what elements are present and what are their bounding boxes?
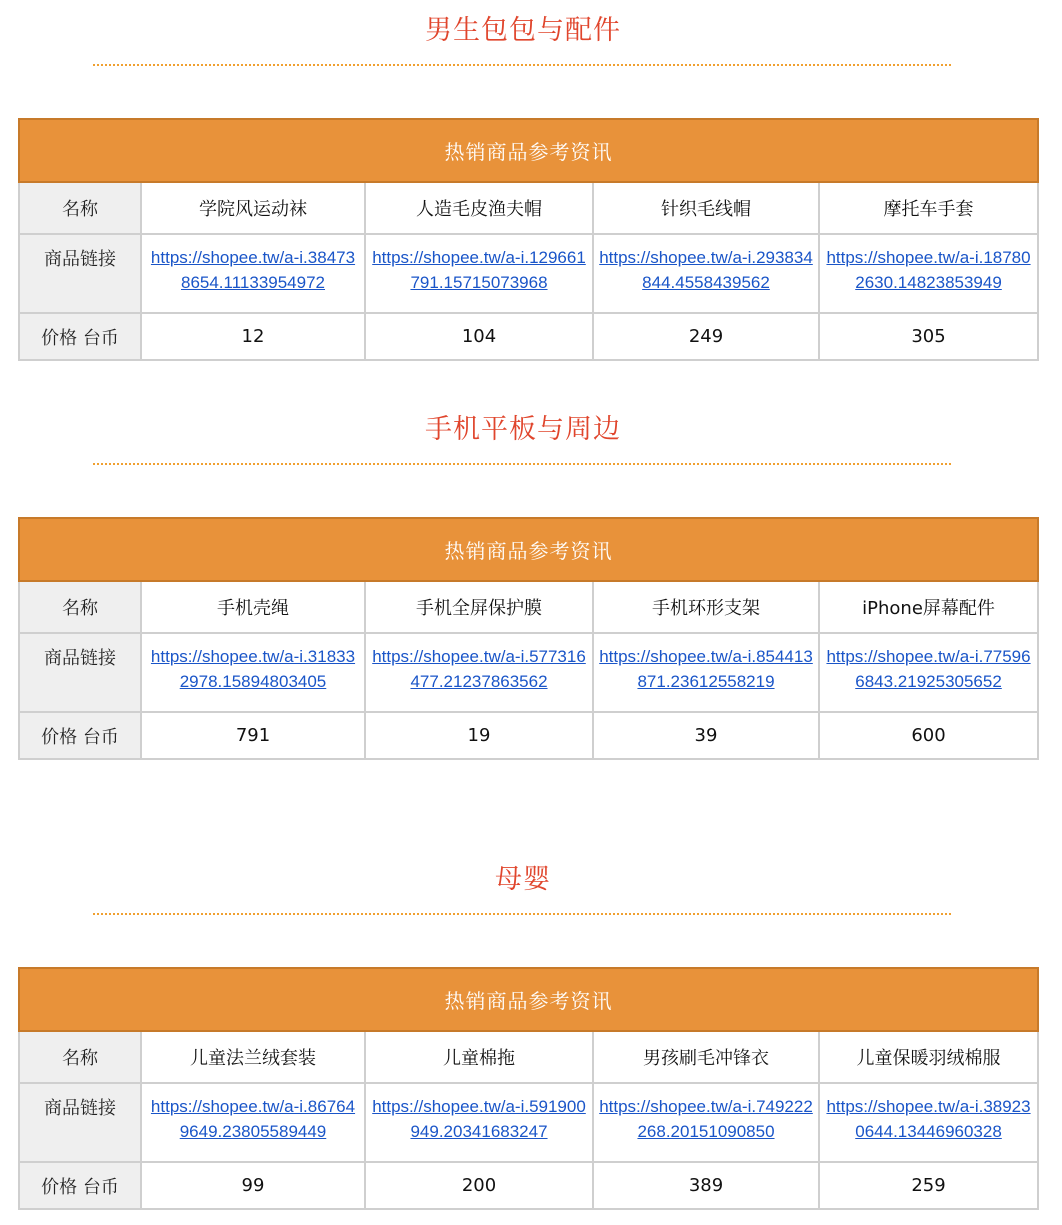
table-header: 热销商品参考资讯 bbox=[19, 968, 1038, 1031]
product-link-cell bbox=[141, 1083, 365, 1162]
row-label-link: 商品链接 bbox=[19, 633, 141, 712]
row-label-price: 价格 台币 bbox=[19, 1162, 141, 1209]
row-label-price: 价格 台币 bbox=[19, 313, 141, 360]
product-link[interactable]: https://shopee.tw/a-i.187802630.14823853949 bbox=[826, 248, 1031, 292]
product-link-cell bbox=[365, 633, 593, 712]
product-price: 12 bbox=[141, 313, 365, 360]
product-price: 200 bbox=[365, 1162, 593, 1209]
product-name: 儿童保暖羽绒棉服 bbox=[819, 1031, 1038, 1083]
product-price: 600 bbox=[819, 712, 1038, 759]
table-row-name bbox=[19, 182, 1038, 234]
table-header-row bbox=[19, 968, 1038, 1031]
product-price: 39 bbox=[593, 712, 819, 759]
product-link[interactable]: https://shopee.tw/a-i.129661791.15715073968 bbox=[372, 248, 586, 292]
table-row-link bbox=[19, 234, 1038, 313]
product-name: 摩托车手套 bbox=[819, 182, 1038, 234]
product-link-cell bbox=[365, 1083, 593, 1162]
hot-products-table bbox=[18, 517, 1039, 760]
table-row-name bbox=[19, 581, 1038, 633]
product-link[interactable]: https://shopee.tw/a-i.577316477.21237863562 bbox=[372, 647, 586, 691]
product-name: 手机壳绳 bbox=[141, 581, 365, 633]
product-price: 305 bbox=[819, 313, 1038, 360]
product-name: 学院风运动袜 bbox=[141, 182, 365, 234]
table-row-price bbox=[19, 712, 1038, 759]
product-link-cell bbox=[365, 234, 593, 313]
product-link-cell bbox=[593, 1083, 819, 1162]
product-link[interactable]: https://shopee.tw/a-i.854413871.23612558219 bbox=[599, 647, 813, 691]
product-price: 249 bbox=[593, 313, 819, 360]
table-row-name bbox=[19, 1031, 1038, 1083]
product-link[interactable]: https://shopee.tw/a-i.867649649.23805589449 bbox=[150, 1097, 356, 1141]
product-price: 791 bbox=[141, 712, 365, 759]
product-link[interactable]: https://shopee.tw/a-i.591900949.20341683247 bbox=[372, 1097, 586, 1141]
product-price: 99 bbox=[141, 1162, 365, 1209]
table-header-row bbox=[19, 518, 1038, 581]
product-price: 259 bbox=[819, 1162, 1038, 1209]
section-title: 手机平板与周边 bbox=[425, 414, 621, 445]
row-label-name: 名称 bbox=[19, 581, 141, 633]
section-title: 男生包包与配件 bbox=[425, 15, 621, 46]
row-label-price: 价格 台币 bbox=[19, 712, 141, 759]
table-header: 热销商品参考资讯 bbox=[19, 119, 1038, 182]
row-label-link: 商品链接 bbox=[19, 234, 141, 313]
hot-products-table bbox=[18, 118, 1039, 361]
section-title: 母婴 bbox=[495, 864, 551, 895]
section-divider bbox=[93, 64, 951, 66]
product-link[interactable]: https://shopee.tw/a-i.384738654.11133954972 bbox=[150, 248, 356, 292]
hot-products-table bbox=[18, 967, 1039, 1210]
row-label-name: 名称 bbox=[19, 182, 141, 234]
product-link-cell bbox=[593, 234, 819, 313]
product-name: 手机全屏保护膜 bbox=[365, 581, 593, 633]
table-row-link bbox=[19, 1083, 1038, 1162]
product-name: 男孩刷毛冲锋衣 bbox=[593, 1031, 819, 1083]
row-label-link: 商品链接 bbox=[19, 1083, 141, 1162]
product-name: 针织毛线帽 bbox=[593, 182, 819, 234]
table-header: 热销商品参考资讯 bbox=[19, 518, 1038, 581]
table-row-price bbox=[19, 313, 1038, 360]
product-name: 手机环形支架 bbox=[593, 581, 819, 633]
section-divider bbox=[93, 913, 951, 915]
product-link[interactable]: https://shopee.tw/a-i.749222268.20151090850 bbox=[599, 1097, 813, 1141]
product-name: 儿童法兰绒套装 bbox=[141, 1031, 365, 1083]
section-divider bbox=[93, 463, 951, 465]
product-link[interactable]: https://shopee.tw/a-i.775966843.21925305652 bbox=[826, 647, 1031, 691]
product-link[interactable]: https://shopee.tw/a-i.389230644.13446960328 bbox=[826, 1097, 1031, 1141]
product-name: iPhone屏幕配件 bbox=[819, 581, 1038, 633]
product-name: 儿童棉拖 bbox=[365, 1031, 593, 1083]
product-link[interactable]: https://shopee.tw/a-i.293834844.4558439562 bbox=[599, 248, 813, 292]
product-link-cell bbox=[819, 633, 1038, 712]
product-link[interactable]: https://shopee.tw/a-i.318332978.15894803405 bbox=[150, 647, 356, 691]
table-row-link bbox=[19, 633, 1038, 712]
row-label-name: 名称 bbox=[19, 1031, 141, 1083]
product-price: 104 bbox=[365, 313, 593, 360]
product-price: 19 bbox=[365, 712, 593, 759]
product-name: 人造毛皮渔夫帽 bbox=[365, 182, 593, 234]
product-price: 389 bbox=[593, 1162, 819, 1209]
product-link-cell bbox=[819, 234, 1038, 313]
table-row-price bbox=[19, 1162, 1038, 1209]
table-header-row bbox=[19, 119, 1038, 182]
product-link-cell bbox=[819, 1083, 1038, 1162]
product-link-cell bbox=[593, 633, 819, 712]
product-link-cell bbox=[141, 633, 365, 712]
product-link-cell bbox=[141, 234, 365, 313]
